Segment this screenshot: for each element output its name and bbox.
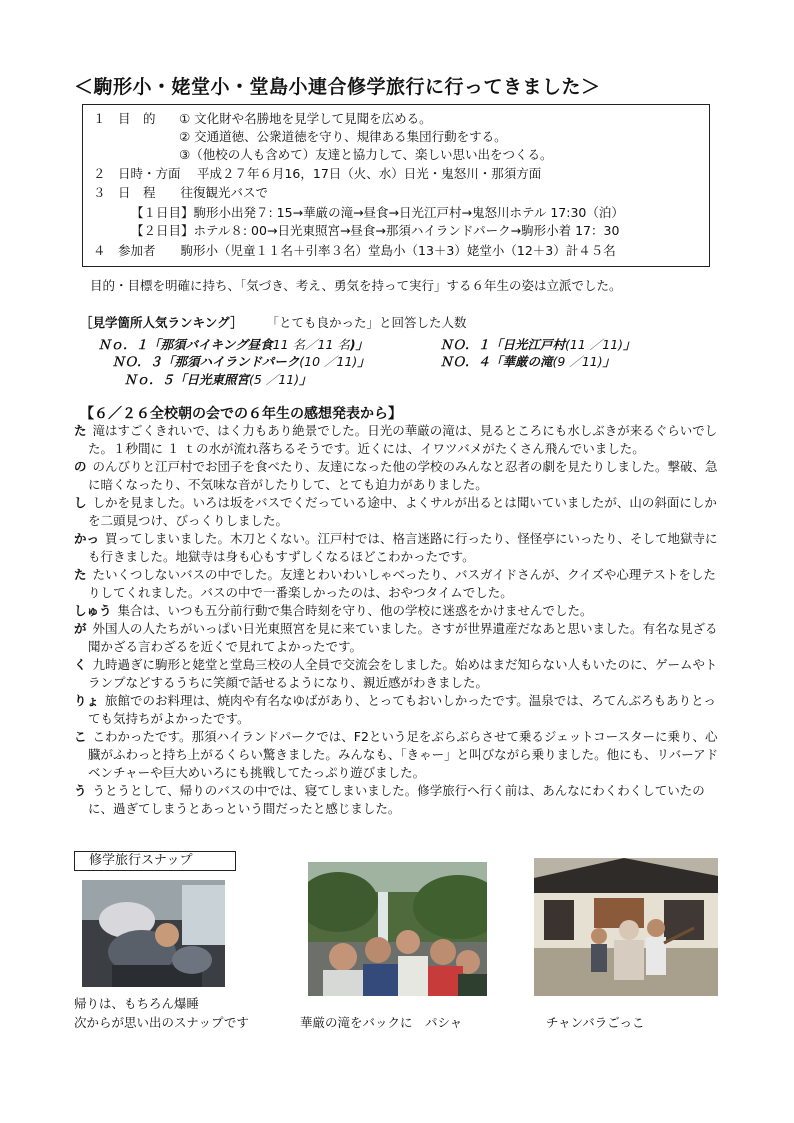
- purpose-item: ③（他校の人も含めて）友達と協力して、楽しい思い出をつくる。: [179, 147, 553, 162]
- ranking-item: Ｎｏ．１「那須バイキング昼食11 名／11 名)」: [98, 337, 369, 352]
- participants-line: ４ 参加者 駒形小（児童１１名＋引率３名）堂島小（13＋3）姥堂小（12＋3）計４５名: [93, 243, 616, 258]
- chanbara-photo: [534, 858, 718, 996]
- impression-item: りょ 旅館でのお料理は、焼肉や有名なゆばがあり、とってもおいしかったです。温泉では、ろてんぶろもありとっても気持ちがよかったです。: [74, 693, 716, 726]
- purpose-label: １ 目 的: [93, 111, 156, 126]
- impression-item: た 滝はすごくきれいで、はく力もあり絶景でした。日光の華厳の滝は、見るところにも水しぶきが来るぐらいでした。１秒間に １ ｔの水が流れ落ちるそうです。近くには、イワツバメがたくさん飛んでいました。: [74, 423, 718, 456]
- ranking-item: Ｎｏ．５「日光東照宮(5 ／11)」: [124, 372, 312, 387]
- impression-item: う うとうとして、帰りのバスの中では、寝てしまいました。修学旅行へ行く前は、あんなにわくわくしていたのに、過ぎてしまうとあっという間だったと感じました。: [74, 783, 705, 816]
- trip-info-box: [82, 104, 710, 267]
- ranking-note: 「とても良かった」と回答した人数: [272, 315, 467, 330]
- purpose-item: ① 文化財や名勝地を見学して見聞を広める。: [179, 111, 432, 126]
- photo-caption: 次からが思い出のスナップです: [74, 1015, 249, 1030]
- date-line: ２ 日時・方面 平成２７年６月16，17日（火、水）日光・鬼怒川・那須方面: [93, 166, 542, 181]
- photo-caption: 華厳の滝をバックに パシャ: [300, 1015, 463, 1030]
- ranking-title: ［見学箇所人気ランキング］: [80, 315, 243, 330]
- purpose-item: ② 交通道徳、公衆道徳を守り、規律ある集団行動をする。: [179, 129, 507, 144]
- ranking-item: ＮＯ．１「日光江戸村(11 ／11)」: [440, 337, 636, 352]
- impression-item: し しかを見ました。いろは坂をバスでくだっている途中、よくサルが出るとは聞いていましたが、山の斜面にしかを二頭見つけ、びっくりしました。: [74, 495, 717, 528]
- schedule-day2: 【２日目】ホテル８: 00→日光東照宮→昼食→那須ハイランドパーク→駒形小着 17：30: [131, 223, 620, 238]
- impression-item: の のんびりと江戸村でお団子を食べたり、友達になった他の学校のみんなと忍者の劇を見たりしました。撃破、急に暗くなったり、不気味な音がしたりして、とても迫力がありました。: [74, 459, 718, 492]
- summary-text: 目的・目標を明確に持ち、「気づき、考え、勇気を持って実行」する６年生の姿は立派でした。: [90, 278, 622, 293]
- impressions-heading: 【６／２６全校朝の会での６年生の感想発表から】: [80, 406, 402, 422]
- schedule-day1: 【１日目】駒形小出発７: 15→華厳の滝→昼食→日光江戸村→鬼怒川ホテル 17:30（泊）: [131, 205, 624, 220]
- impressions-list: [74, 422, 724, 818]
- ranking-heading: [80, 313, 467, 331]
- photo-caption: チャンバラごっこ: [546, 1015, 645, 1030]
- ranking-item: ＮＯ．３「那須ハイランドパーク(10 ／11)」: [112, 354, 370, 369]
- bus-sleeping-photo: [82, 880, 225, 987]
- impression-item: が 外国人の人たちがいっぱい日光東照宮を見に来ていました。さすが世界遺産だなあと思いました。有名な見ざる聞かざる言わざるを近くで見れてよかったです。: [74, 621, 718, 654]
- page-title: ＜駒形小・姥堂小・堂島小連合修学旅行に行ってきました＞: [74, 76, 601, 98]
- ranking-item: ＮＯ．４「華厳の滝(9 ／11)」: [440, 354, 616, 369]
- impression-item: こ こわかったです。那須ハイランドパークでは、F2という足をぶらぶらさせて乗るジェットコースターに乗り、心臓がふわっと持ち上がるくらい驚きました。みんなも、「きゃー」と叫びながら乗りました。他にも、リバーアドベンチャーや巨大めいろにも挑戦してたっぷり遊びました。: [74, 729, 719, 780]
- schedule-label: ３ 日 程 往復観光バスで: [93, 185, 269, 200]
- snapshot-label: 修学旅行スナップ: [74, 851, 236, 871]
- photo-caption: 帰りは、もちろん爆睡: [74, 996, 200, 1011]
- impression-item: しゅう 集合は、いつも五分前行動で集合時刻を守り、他の学校に迷惑をかけませんでした。: [74, 603, 593, 618]
- impression-item: く 九時過ぎに駒形と姥堂と堂島三校の人全員で交流会をしました。始めはまだ知らない人もいたのに、ゲームやトランプなどするうちに笑顔で話せるようになり、親近感がわきました。: [74, 657, 718, 690]
- impression-item: た たいくつしないバスの中でした。友達とわいわいしゃべったり、バスガイドさんが、クイズや心理テストをしたりしてくれました。バスの中で一番楽しかったのは、おやつタイムでした。: [74, 567, 716, 600]
- kegon-falls-group-photo: [308, 862, 487, 996]
- impression-item: かっ 買ってしまいました。木刀とくない。江戸村では、格言迷路に行ったり、怪怪亭にいったり、そして地獄寺にも行きました。地獄寺は身も心もすずしくなるほどこわかったです。: [74, 531, 718, 564]
